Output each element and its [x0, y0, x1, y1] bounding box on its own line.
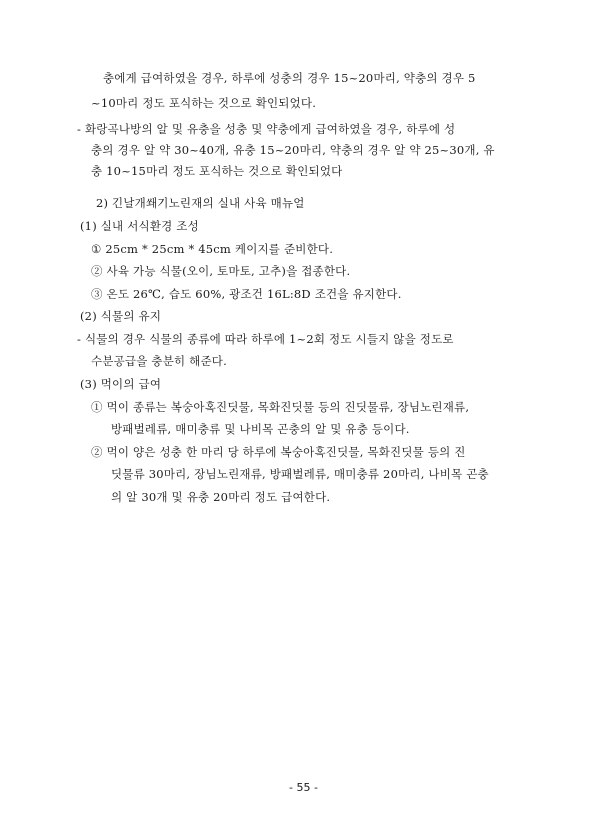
list-item-continuation: 방패벌레류, 매미충류 및 나비목 곤충의 알 및 유충 등이다. [111, 422, 410, 436]
subsection-heading: (2) 식물의 유지 [80, 309, 162, 323]
list-item: ② 사육 가능 식물(오이, 토마토, 고추)을 접종한다. [91, 264, 351, 278]
text-line: 충의 경우 알 약 30~40개, 유충 15~20마리, 약충의 경우 알 약 25~30개, 유 [91, 143, 495, 157]
list-item-continuation: 딧물류 30마리, 장님노린재류, 방패벌레류, 매미충류 20마리, 나비목 곤충 [111, 467, 489, 481]
text-line: 수분공급을 충분히 해준다. [91, 354, 227, 368]
list-item: ② 먹이 양은 성충 한 마리 당 하루에 복숭아혹진딧물, 목화진딧물 등의 진 [91, 445, 466, 459]
page-number: - 55 - [289, 781, 318, 794]
list-item-continuation: 의 알 30개 및 유충 20마리 정도 급여한다. [111, 490, 331, 504]
section-heading: 2) 긴날개쐐기노린재의 실내 사육 매뉴얼 [96, 196, 305, 210]
list-item: ③ 온도 26℃, 습도 60%, 광조건 16L:8D 조건을 유지한다. [91, 287, 402, 301]
text-line: - 식물의 경우 식물의 종류에 따라 하루에 1~2회 정도 시들지 않을 정도로 [77, 332, 454, 346]
text-line: 충에게 급여하였을 경우, 하루에 성충의 경우 15~20마리, 약충의 경우 5 [103, 71, 476, 85]
subsection-heading: (3) 먹이의 급여 [80, 377, 162, 391]
text-line: - 화랑곡나방의 알 및 유충을 성충 및 약충에게 급여하였을 경우, 하루에 성 [77, 122, 456, 136]
list-item: ① 먹이 종류는 복숭아혹진딧물, 목화진딧물 등의 진딧물류, 장님노린재류, [91, 400, 470, 414]
text-line: ~10마리 정도 포식하는 것으로 확인되었다. [91, 96, 317, 110]
subsection-heading: (1) 실내 서식환경 조성 [80, 219, 199, 233]
list-item: ① 25cm * 25cm * 45cm 케이지를 준비한다. [91, 242, 334, 256]
text-line: 충 10~15마리 정도 포식하는 것으로 확인되었다 [91, 164, 343, 178]
